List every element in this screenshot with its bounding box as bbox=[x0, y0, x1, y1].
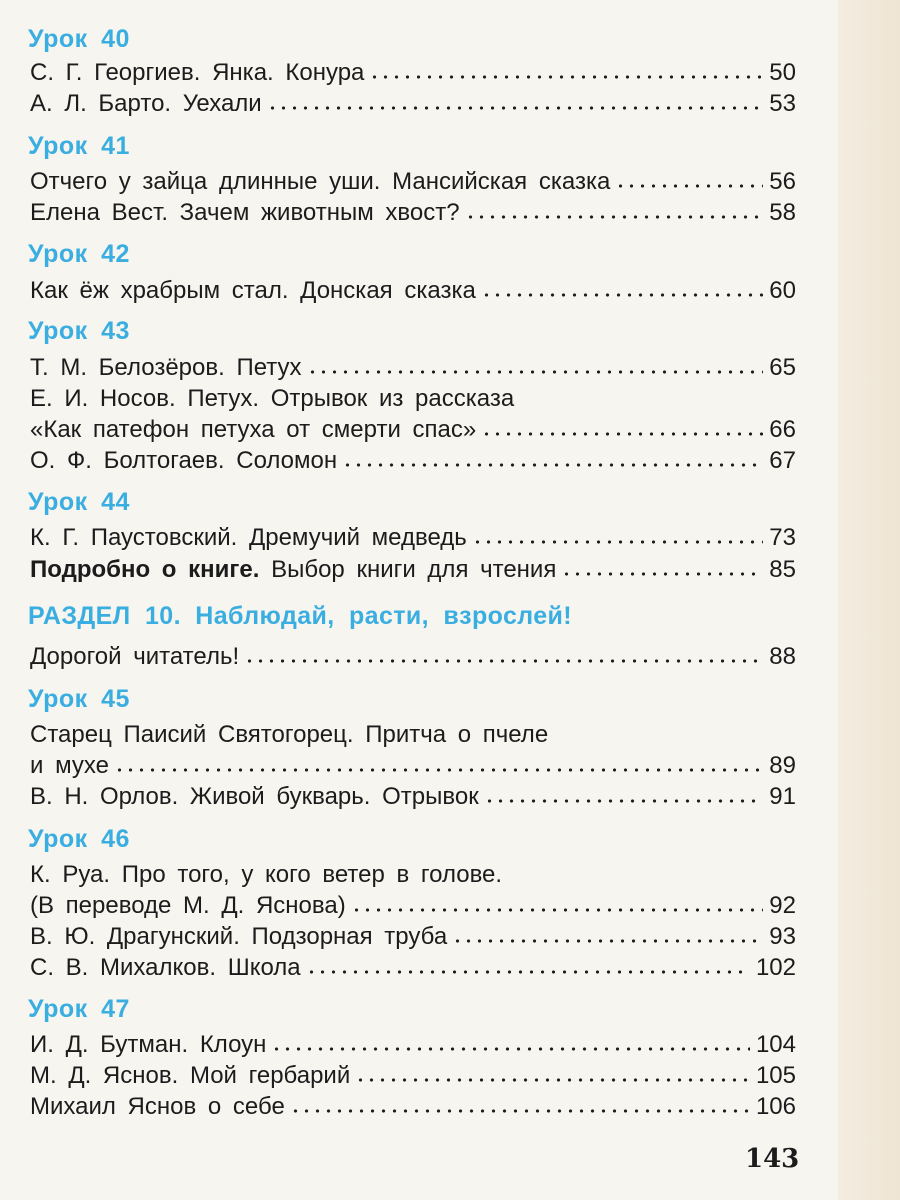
dot-leader bbox=[114, 767, 763, 773]
entry-page: 104 bbox=[755, 1031, 796, 1058]
dot-leader bbox=[465, 214, 764, 220]
lesson-heading: Урок 42 bbox=[28, 240, 130, 268]
entry-title: Т. М. Белозёров. Петух bbox=[30, 354, 302, 381]
dot-leader bbox=[472, 539, 763, 545]
lesson-heading: Урок 40 bbox=[28, 25, 130, 53]
entry-title: О. Ф. Болтогаев. Соломон bbox=[30, 447, 338, 474]
entry-page: 102 bbox=[755, 954, 796, 981]
entry-page: 93 bbox=[769, 923, 796, 950]
entry-title: Елена Вест. Зачем животным хвост? bbox=[30, 199, 460, 226]
entry-title: С. Г. Георгиев. Янка. Конура bbox=[30, 59, 365, 86]
dot-leader bbox=[271, 1046, 750, 1052]
lesson-heading: Урок 41 bbox=[28, 132, 130, 160]
dot-leader bbox=[481, 292, 763, 298]
entry-page: 88 bbox=[769, 643, 796, 670]
toc-entry[interactable] bbox=[30, 276, 796, 306]
entry-title: В. Н. Орлов. Живой букварь. Отрывок bbox=[30, 783, 479, 810]
section-heading: РАЗДЕЛ 10. Наблюдай, расти, взрослей! bbox=[28, 602, 573, 630]
toc-entry[interactable] bbox=[30, 446, 796, 476]
entry-title-line: Е. И. Носов. Петух. Отрывок из рассказа bbox=[30, 385, 515, 412]
entry-page: 60 bbox=[769, 277, 796, 304]
entry-title: С. В. Михалков. Школа bbox=[30, 954, 301, 981]
entry-page: 66 bbox=[769, 416, 796, 443]
entry-title: Михаил Яснов о себе bbox=[30, 1093, 285, 1120]
entry-page: 65 bbox=[769, 354, 796, 381]
entry-page: 56 bbox=[769, 168, 796, 195]
lesson-heading: Урок 45 bbox=[28, 685, 130, 713]
toc-entry[interactable] bbox=[30, 353, 796, 383]
entry-page: 91 bbox=[769, 783, 796, 810]
dot-leader bbox=[351, 907, 764, 913]
dot-leader bbox=[267, 105, 764, 111]
entry-bold-prefix: Подробно о книге. bbox=[30, 556, 260, 583]
toc-entry[interactable] bbox=[30, 1092, 796, 1122]
entry-title: И. Д. Бутман. Клоун bbox=[30, 1031, 267, 1058]
lesson-heading: Урок 46 bbox=[28, 825, 130, 853]
entry-title: «Как патефон петуха от смерти спас» bbox=[30, 416, 477, 443]
toc-entry[interactable] bbox=[30, 555, 796, 585]
entry-page: 105 bbox=[755, 1062, 796, 1089]
entry-page: 53 bbox=[769, 90, 796, 117]
entry-title: К. Г. Паустовский. Дремучий медведь bbox=[30, 524, 467, 551]
dot-leader bbox=[307, 369, 764, 375]
toc-entry[interactable] bbox=[30, 891, 796, 921]
entry-title: Отчего у зайца длинные уши. Мансийская сказка bbox=[30, 168, 611, 195]
dot-leader bbox=[355, 1077, 750, 1083]
toc-entry[interactable] bbox=[30, 415, 796, 445]
toc-entry[interactable] bbox=[30, 58, 796, 88]
dot-leader bbox=[484, 798, 764, 804]
lesson-heading: Урок 44 bbox=[28, 488, 130, 516]
dot-leader bbox=[481, 431, 763, 437]
entry-page: 58 bbox=[769, 199, 796, 226]
lesson-heading: Урок 47 bbox=[28, 995, 130, 1023]
dot-leader bbox=[452, 938, 763, 944]
dot-leader bbox=[561, 571, 763, 577]
toc-entry[interactable] bbox=[30, 1030, 796, 1060]
entry-page: 106 bbox=[755, 1093, 796, 1120]
lesson-heading: Урок 43 bbox=[28, 317, 130, 345]
entry-title: (В переводе М. Д. Яснова) bbox=[30, 892, 346, 919]
toc-entry[interactable] bbox=[30, 953, 796, 983]
toc-entry[interactable] bbox=[30, 922, 796, 952]
dot-leader bbox=[369, 74, 763, 80]
entry-title-line: К. Руа. Про того, у кого ветер в голове. bbox=[30, 861, 503, 888]
toc-entry[interactable] bbox=[30, 642, 796, 672]
toc-entry[interactable] bbox=[30, 751, 796, 781]
toc-entry[interactable] bbox=[30, 1061, 796, 1091]
toc-entry[interactable] bbox=[30, 523, 796, 553]
entry-page: 73 bbox=[769, 524, 796, 551]
entry-title: А. Л. Барто. Уехали bbox=[30, 90, 262, 117]
entry-page: 85 bbox=[769, 556, 796, 583]
dot-leader bbox=[290, 1108, 750, 1114]
toc-entry[interactable] bbox=[30, 782, 796, 812]
entry-title: Дорогой читатель! bbox=[30, 643, 240, 670]
entry-page: 67 bbox=[769, 447, 796, 474]
entry-title: Как ёж храбрым стал. Донская сказка bbox=[30, 277, 476, 304]
dot-leader bbox=[615, 183, 763, 189]
dot-leader bbox=[306, 969, 750, 975]
dot-leader bbox=[342, 462, 763, 468]
dot-leader bbox=[244, 658, 763, 664]
page-number: 143 bbox=[745, 1144, 800, 1174]
toc-entry[interactable] bbox=[30, 167, 796, 197]
toc-entry[interactable] bbox=[30, 89, 796, 119]
entry-page: 89 bbox=[769, 752, 796, 779]
entry-page: 92 bbox=[769, 892, 796, 919]
entry-title: и мухе bbox=[30, 752, 109, 779]
entry-title: Выбор книги для чтения bbox=[259, 556, 557, 583]
entry-title: В. Ю. Драгунский. Подзорная труба bbox=[30, 923, 448, 950]
entry-page: 50 bbox=[769, 59, 796, 86]
entry-title: М. Д. Яснов. Мой гербарий bbox=[30, 1062, 351, 1089]
toc-entry[interactable] bbox=[30, 198, 796, 228]
entry-title-line: Старец Паисий Святогорец. Притча о пчеле bbox=[30, 721, 549, 748]
